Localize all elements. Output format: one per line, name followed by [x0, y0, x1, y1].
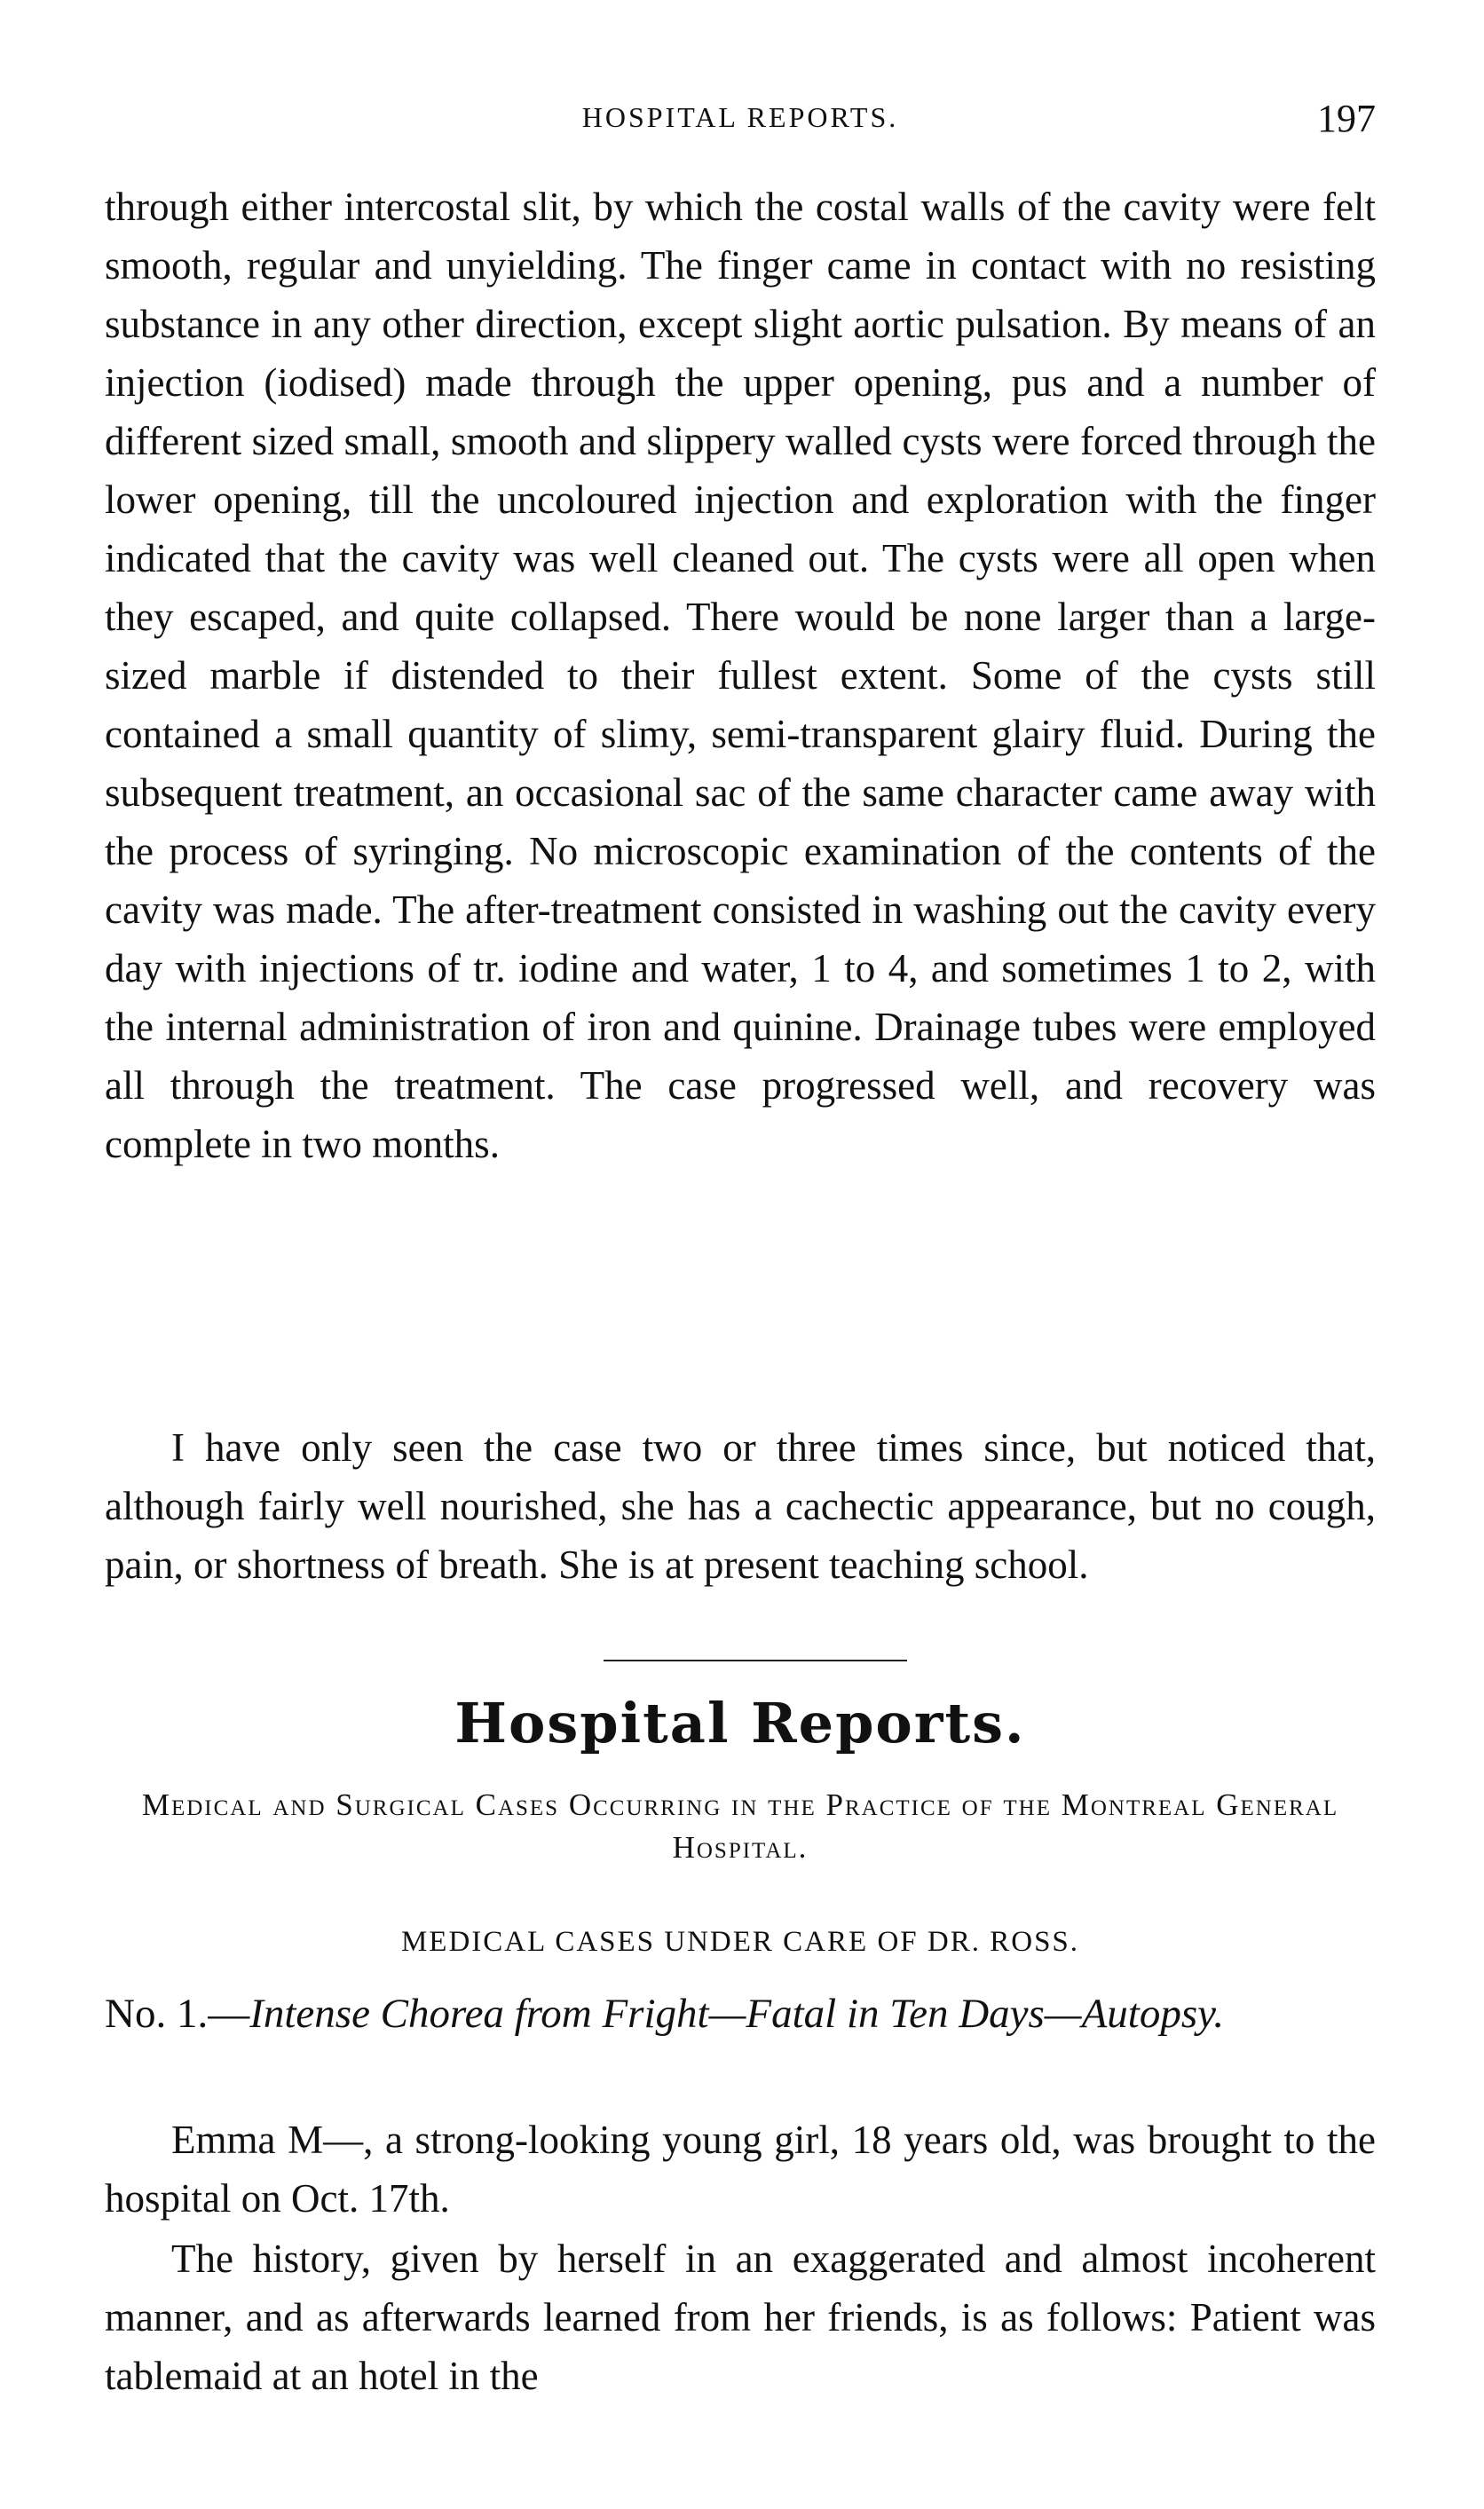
case-heading: [105, 1984, 1376, 2043]
running-head: [105, 96, 1376, 142]
running-title: HOSPITAL REPORTS.: [581, 101, 899, 133]
cases-subheading: MEDICAL CASES UNDER CARE OF DR. ROSS.: [400, 1926, 1080, 1958]
paragraph-continued: through either intercostal slit, by which the costal walls of the cavity were felt smooth, regular and unyielding. The finger came in contact with no resisting substance in any other direction, except slight aortic pulsation. By means of an injection (iodised) made through the upper opening, pus and a number of different sized small, smooth and slippery walled cysts were forced through the lower opening, till the uncoloured injection and exploration with the finger indicated that the cavity was well cleaned out. The cysts were all open when they escaped, and quite collapsed. There would be none larger than a large-sized marble if distended to their fullest extent. Some of the cysts still contained a small quantity of slimy, semi-transparent glairy fluid. During the subsequent treatment, an occasional sac of the same character came away with the process of syringing. No microscopic examination of the contents of the cavity was made. The after-treatment consisted in washing out the cavity every day with injections of tr. iodine and water, 1 to 4, and sometimes 1 to 2, with the internal administration of iron and quinine. Drainage tubes were employed all through the treatment. The case progressed well, and recovery was complete in two months.: [105, 185, 1376, 1166]
page-number: 197: [1317, 97, 1376, 140]
case-number: No. 1.—: [105, 1991, 250, 2037]
case-title: Intense Chorea from Fright—Fatal in Ten Days—Autopsy.: [249, 1991, 1225, 2037]
section-subtitle: Medical and Surgical Cases Occurring in the Practice of the Montreal General Hospital.: [141, 1787, 1339, 1865]
section-divider: [604, 1660, 907, 1661]
section-title: Hospital Reports.: [454, 1691, 1026, 1756]
case-paragraph-history: The history, given by herself in an exaggerated and almost incoherent manner, and as afterwards learned from her friends, is as follows: Patient was tablemaid at an hotel in the: [105, 2237, 1376, 2398]
case-paragraph-intro: Emma M—, a strong-looking young girl, 18 years old, was brought to the hospital on Oct. 17th.: [105, 2118, 1376, 2221]
paragraph-followup: I have only seen the case two or three times since, but noticed that, although fairly well nourished, she has a cachectic appearance, but no cough, pain, or shortness of breath. She is at present teaching school.: [105, 1425, 1376, 1587]
